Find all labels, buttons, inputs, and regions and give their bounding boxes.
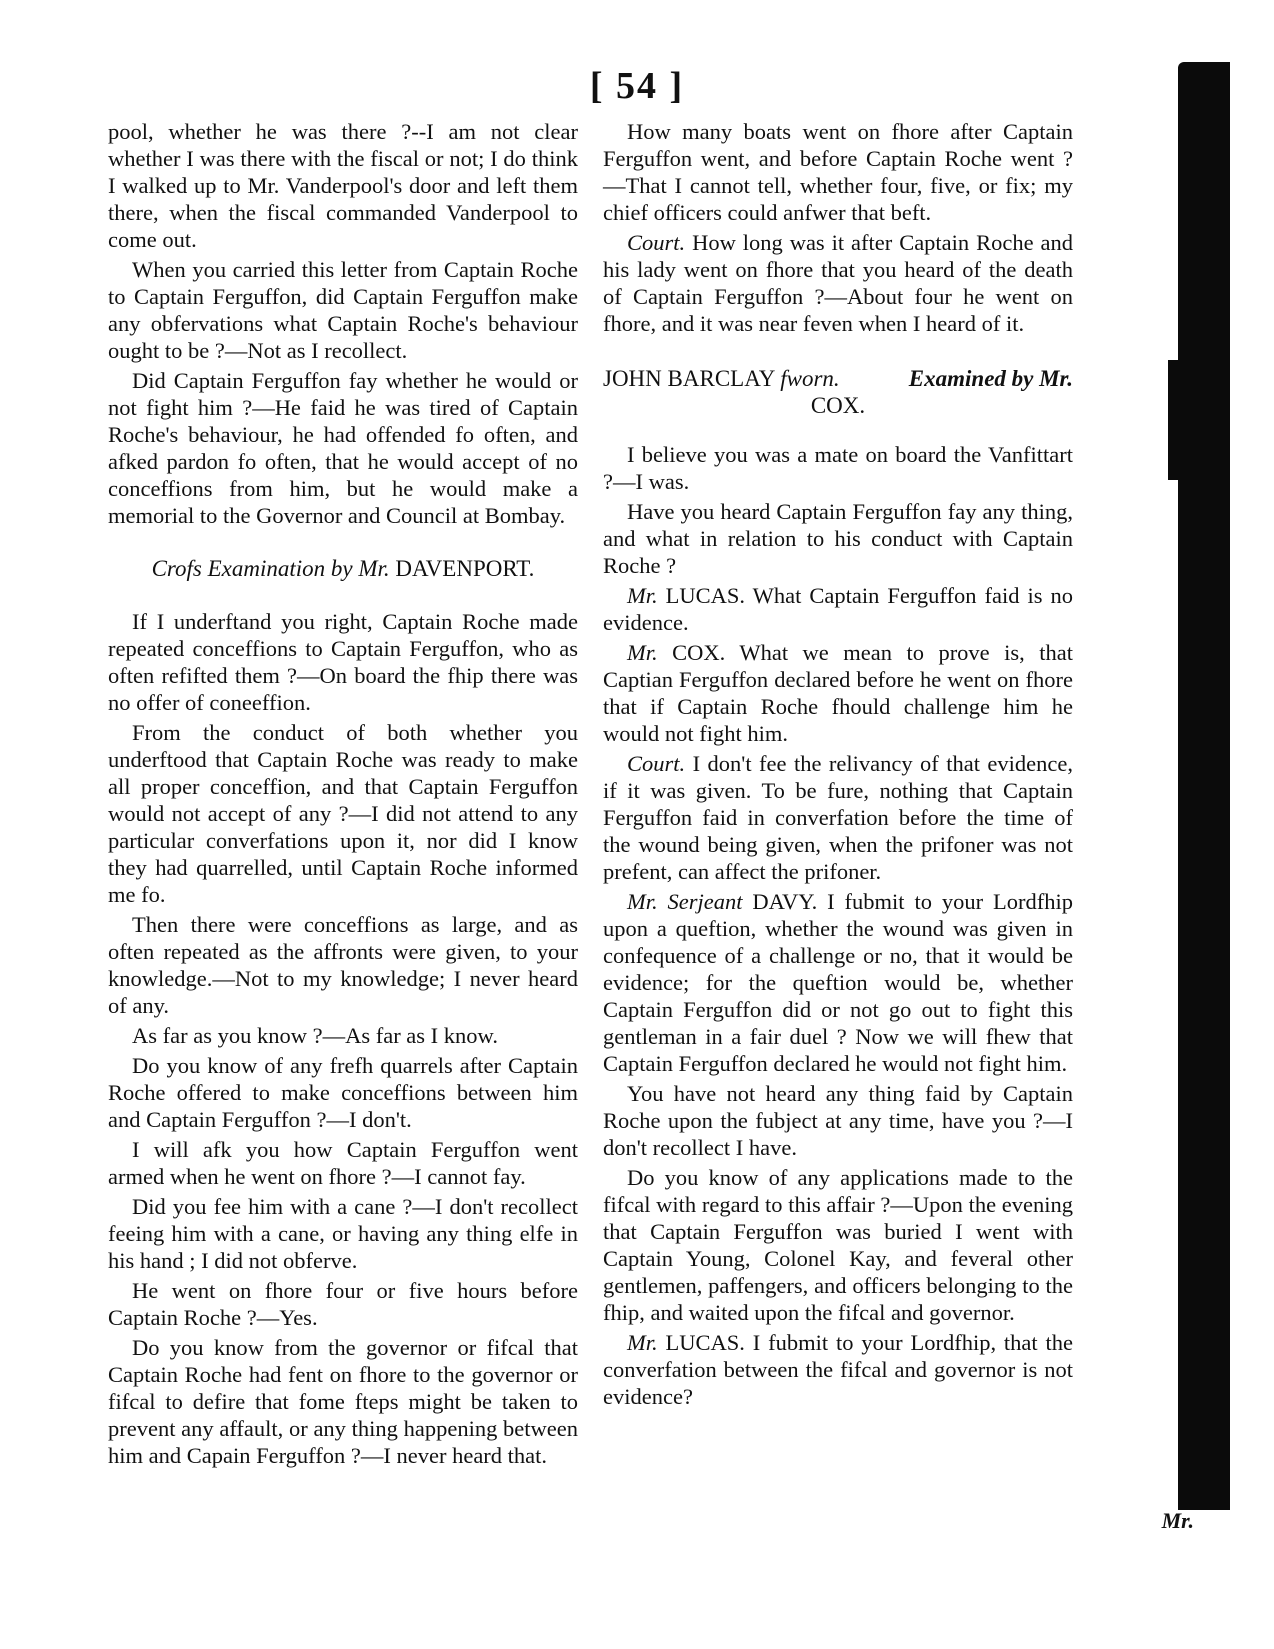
paragraph: Did you fee him with a cane ?—I don't recollect feeing him with a cane, or having any thing elfe in his hand ; I did not obferve. <box>108 1194 578 1273</box>
witness-name: JOHN BARCLAY <box>603 366 775 391</box>
speaker-name: DAVY. <box>752 889 818 914</box>
cross-heading-name: DAVENPORT. <box>395 556 535 581</box>
cross-examination-heading <box>108 555 578 582</box>
witness-examiner: COX. <box>810 393 866 418</box>
paragraph: I will afk you how Captain Ferguffon went armed when he went on fhore ?—I cannot fay. <box>108 1137 578 1189</box>
speaker-name: LUCAS. <box>665 583 746 608</box>
speaker-label: Mr. <box>627 583 658 608</box>
witness-examined-by: Examined by Mr. <box>908 366 1073 391</box>
paragraph: He went on fhore four or five hours before Captain Roche ?—Yes. <box>108 1278 578 1330</box>
paragraph-text: What we mean to prove is, that Captian Ferguffon declared before he went on fhore that if Captain Roche fhould challenge him he would not fight him. <box>603 640 1074 746</box>
speaker-label: Mr. <box>627 1330 658 1355</box>
paragraph: I believe you was a mate on board the Vanfittart ?—I was. <box>603 442 1073 494</box>
speaker-name: COX. <box>672 640 726 665</box>
paragraph-text: How long was it after Captain Roche and his lady went on fhore that you heard of the death of Captain Ferguffon ?—About four he went on fhore, and it was near feven when I heard of it. <box>603 230 1074 336</box>
paragraph <box>603 582 1073 636</box>
paragraph <box>603 639 1073 747</box>
paragraph: When you carried this letter from Captain Roche to Captain Ferguffon, did Captain Ferguffon make any obfervations what Captain Roche's behaviour ought to be ?—Not as I recollect. <box>108 257 578 363</box>
paragraph-text: What Captain Ferguffon faid is no evidence. <box>603 583 1073 635</box>
witness-heading <box>603 365 1073 419</box>
paragraph: Do you know of any applications made to the fifcal with regard to this affair ?—Upon the evening that Captain Ferguffon was buried I went with Captain Young, Colonel Kay, and feveral other gentlemen, paffengers, and officers belonging to the fhip, and waited upon the fifcal and governor. <box>603 1165 1073 1325</box>
speaker-label: Court. <box>627 751 686 776</box>
paragraph: You have not heard any thing faid by Captain Roche upon the fubject at any time, have you ?—I don't recollect I have. <box>603 1081 1073 1160</box>
scan-edge-shadow <box>1178 62 1230 1510</box>
catchword: Mr. <box>1161 1508 1194 1533</box>
paragraph: As far as you know ?—As far as I know. <box>132 1023 498 1048</box>
page-number: [ 54 ] <box>589 65 685 107</box>
paragraph: Do you know from the governor or fifcal that Captain Roche had fent on fhore to the governor or fifcal to defire that fome fteps might be taken to prevent any affault, or any thing happening between him and Capain Ferguffon ?—I never heard that. <box>108 1335 578 1468</box>
paragraph-text: I fubmit to your Lordfhip, that the converfation between the fifcal and governor is not evidence? <box>603 1330 1074 1409</box>
paragraph: How many boats went on fhore after Captain Ferguffon went, and before Captain Roche went ?—That I cannot tell, whether four, five, or fix; my chief officers could anfwer that beft. <box>603 119 1073 225</box>
witness-sworn: fworn. <box>780 366 840 391</box>
right-column <box>603 118 1073 1413</box>
paragraph-text: I fubmit to your Lordfhip upon a queftion, whether the wound was given in confequence of a challenge or no, that it would be evidence; for the queftion would be, whether Captain Ferguffon did or not go out to fight this gentleman in a fair duel ? Now we will fhew that Captain Ferguffon declared he would not fight him. <box>603 889 1073 1076</box>
left-column <box>108 118 578 1472</box>
paragraph <box>603 229 1073 337</box>
paragraph: Then there were conceffions as large, and as often repeated as the affronts were given, to your knowledge.—Not to my knowledge; I never heard of any. <box>108 912 578 1018</box>
speaker-label: Mr. <box>627 640 658 665</box>
speaker-label: Mr. Serjeant <box>627 889 743 914</box>
paragraph <box>603 888 1073 1077</box>
scan-edge-notch <box>1168 360 1182 480</box>
paragraph-text: I don't fee the relivancy of that evidence, if it was given. To be fure, nothing that Captain Ferguffon faid in converfation before the time of the wound being given, when the prifoner was not prefent, can affect the prifoner. <box>603 751 1073 884</box>
speaker-label: Court. <box>627 230 686 255</box>
paragraph <box>603 750 1073 885</box>
paragraph: From the conduct of both whether you underftood that Captain Roche was ready to make all proper conceffion, and that Captain Ferguffon would not accept of any ?—I did not attend to any particular converfations upon it, nor did I know they had quarrelled, until Captain Roche informed me fo. <box>108 720 578 907</box>
paragraph: Did Captain Ferguffon fay whether he would or not fight him ?—He faid he was tired of Captain Roche's behaviour, he had offended fo often, and afked pardon fo often, that he would accept of no conceffions from him, but he would make a memorial to the Governor and Council at Bombay. <box>108 368 578 528</box>
speaker-name: LUCAS. <box>665 1330 745 1355</box>
paragraph: If I underftand you right, Captain Roche made repeated conceffions to Captain Ferguffon, who as often refifted them ?—On board the fhip there was no offer of coneeffion. <box>108 609 578 715</box>
paragraph <box>603 1329 1073 1410</box>
paragraph: pool, whether he was there ?--I am not clear whether I was there with the fiscal or not; I do think I walked up to Mr. Vanderpool's door and left them there, when the fiscal commanded Vanderpool to come out. <box>108 119 578 252</box>
cross-heading-prefix: Crofs Examination by Mr. <box>151 556 390 581</box>
paragraph: Do you know of any frefh quarrels after Captain Roche offered to make conceffions between him and Captain Ferguffon ?—I don't. <box>108 1053 578 1132</box>
paragraph: Have you heard Captain Ferguffon fay any thing, and what in relation to his conduct with Captain Roche ? <box>603 499 1073 578</box>
